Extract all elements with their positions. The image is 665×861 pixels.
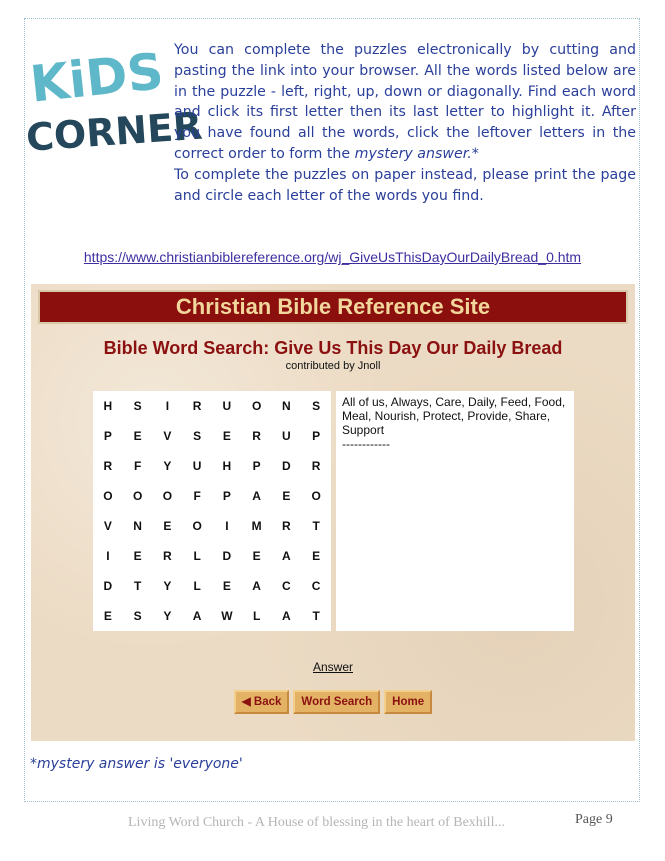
answer-link[interactable]: Answer — [312, 660, 353, 674]
grid-cell[interactable]: A — [282, 549, 291, 563]
grid-cell[interactable]: E — [163, 519, 172, 533]
home-button[interactable]: Home — [384, 690, 432, 714]
grid-cell[interactable]: M — [251, 519, 262, 533]
grid-row — [93, 451, 331, 481]
grid-cell[interactable]: E — [252, 549, 261, 563]
site-banner: Christian Bible Reference Site — [38, 290, 628, 324]
grid-cell[interactable]: C — [311, 579, 321, 593]
grid-cell[interactable]: S — [133, 399, 142, 413]
grid-cell[interactable]: D — [282, 459, 291, 473]
nav-buttons — [31, 690, 635, 714]
word-list-divider: ------------ — [342, 437, 390, 451]
grid-cell[interactable]: R — [163, 549, 172, 563]
grid-cell[interactable]: S — [193, 429, 202, 443]
word-search-title: Bible Word Search: Give Us This Day Our Daily Bread — [103, 338, 563, 358]
instructions — [174, 40, 636, 206]
grid-cell[interactable]: Y — [163, 609, 172, 623]
grid-cell[interactable]: L — [193, 549, 201, 563]
footer-text: Living Word Church - A House of blessing in the heart of Bexhill... — [128, 815, 505, 830]
contributor: contributed by Jnoll — [285, 360, 381, 372]
kids-corner-logo — [24, 38, 204, 160]
grid-cell[interactable]: C — [282, 579, 291, 593]
grid-cell[interactable]: E — [312, 549, 321, 563]
back-button[interactable]: ◀ Back — [234, 690, 290, 714]
grid-cell[interactable]: R — [103, 459, 113, 473]
grid-cell[interactable]: T — [133, 579, 142, 593]
grid-cell[interactable]: A — [282, 609, 291, 623]
grid-cell[interactable]: I — [165, 399, 170, 413]
grid-cell[interactable]: O — [132, 489, 143, 503]
word-list — [336, 391, 574, 631]
grid-cell[interactable]: O — [311, 489, 321, 503]
grid-cell[interactable]: S — [133, 609, 142, 623]
grid-cell[interactable]: E — [133, 549, 142, 563]
word-list-text: All of us, Always, Care, Daily, Feed, Food, Meal, Nourish, Protect, Provide, Share, Support — [342, 395, 566, 437]
mystery-answer-text: mystery answer.* — [354, 145, 479, 162]
grid-cell[interactable]: U — [222, 399, 232, 413]
grid-cell[interactable]: U — [282, 429, 291, 443]
grid-cell[interactable]: N — [133, 519, 142, 533]
grid-cell[interactable]: D — [222, 549, 232, 563]
grid-cell[interactable]: D — [103, 579, 113, 593]
grid-cell[interactable]: Y — [163, 579, 172, 593]
grid-cell[interactable]: A — [252, 579, 261, 593]
paper-instructions: To complete the puzzles on paper instead, please print the page and circle each letter of the words you find. — [174, 166, 636, 204]
grid-cell[interactable]: H — [222, 459, 232, 473]
grid-cell[interactable]: E — [103, 609, 112, 623]
page-number: Page 9 — [575, 812, 613, 827]
grid-row — [93, 571, 331, 601]
grid-row — [93, 481, 331, 511]
grid-cell[interactable]: R — [252, 429, 261, 443]
grid-cell[interactable]: A — [192, 609, 202, 623]
grid-cell[interactable]: P — [103, 429, 112, 443]
grid-cell[interactable]: I — [106, 549, 110, 563]
grid-cell[interactable]: P — [222, 489, 231, 503]
grid-cell[interactable]: O — [103, 489, 113, 503]
grid-row — [93, 601, 331, 631]
grid-cell[interactable]: W — [221, 609, 233, 623]
grid-cell[interactable]: R — [192, 399, 202, 413]
grid-cell[interactable]: F — [193, 489, 201, 503]
grid-cell[interactable]: L — [252, 609, 261, 623]
grid-cell[interactable]: H — [103, 399, 113, 413]
grid-cell[interactable]: N — [282, 399, 291, 413]
grid-cell[interactable]: V — [103, 519, 112, 533]
grid-cell[interactable]: F — [133, 459, 142, 473]
instructions-text: You can complete the puzzles electronically by cutting and pasting the link into your browser. All the words listed below are in the puzzle - left, right, up, down or diagonally. Find each word and click its first letter then its last letter to highlight it. After you have found all the words, click the leftover letters in the correct order to form the — [174, 42, 636, 162]
svg-text:CORNER: CORNER — [24, 103, 204, 160]
grid-cell[interactable]: O — [251, 399, 262, 413]
grid-cell[interactable]: T — [312, 519, 320, 533]
grid-cell[interactable]: Y — [163, 459, 172, 473]
word-search-grid — [93, 391, 331, 631]
grid-cell[interactable]: I — [225, 519, 229, 533]
grid-cell[interactable]: P — [252, 459, 261, 473]
grid-cell[interactable]: O — [192, 519, 202, 533]
mystery-answer-note: *mystery answer is 'everyone' — [30, 756, 243, 772]
grid-cell[interactable]: L — [193, 579, 201, 593]
grid-cell[interactable]: T — [312, 609, 320, 623]
grid-cell[interactable]: U — [192, 459, 202, 473]
grid-row — [93, 541, 331, 571]
grid-cell[interactable]: R — [311, 459, 321, 473]
grid-row — [93, 511, 331, 541]
grid-cell[interactable]: V — [163, 429, 172, 443]
grid-cell[interactable]: E — [282, 489, 291, 503]
grid-cell[interactable]: A — [252, 489, 261, 503]
grid-row — [93, 421, 331, 451]
grid-cell[interactable]: E — [133, 429, 142, 443]
grid-cell[interactable]: E — [222, 579, 231, 593]
grid-cell[interactable]: R — [282, 519, 291, 533]
grid-cell[interactable]: O — [162, 489, 173, 503]
grid-cell[interactable]: P — [312, 429, 321, 443]
grid-cell[interactable]: E — [222, 429, 231, 443]
grid-row — [93, 391, 331, 421]
word-search-button[interactable]: Word Search — [293, 690, 380, 714]
svg-text:KiDS: KiDS — [27, 42, 167, 114]
grid-cell[interactable]: S — [312, 399, 321, 413]
puzzle-link[interactable]: https://www.christianbiblereference.org/wj_GiveUsThisDayOurDailyBread_0.htm — [83, 249, 582, 265]
website-screenshot — [31, 284, 635, 741]
